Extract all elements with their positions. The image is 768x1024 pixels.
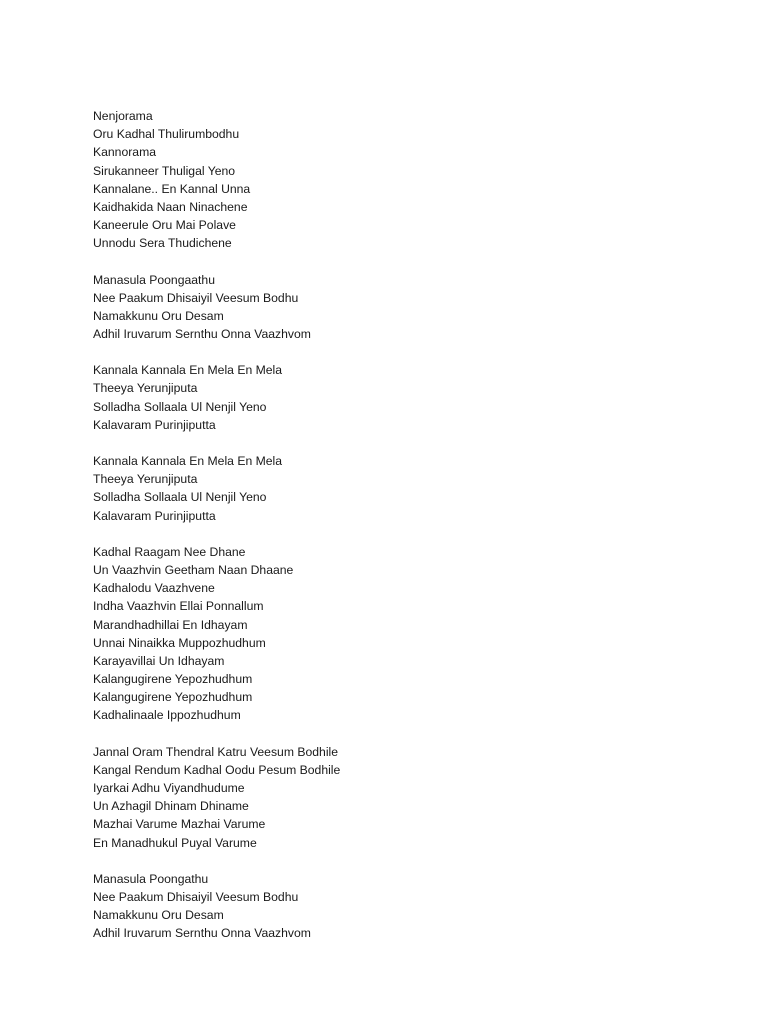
lyric-line: Unnodu Sera Thudichene — [93, 236, 232, 251]
lyric-line: Theeya Yerunjiputa — [93, 472, 198, 487]
lyric-line: Kaidhakida Naan Ninachene — [93, 199, 248, 214]
lyric-line: Nenjorama — [93, 109, 153, 123]
stanza-6 — [93, 743, 733, 852]
lyric-line: Kannala Kannala En Mela En Mela — [93, 363, 283, 378]
lyric-line: Kannalane.. En Kannal Unna — [93, 181, 251, 196]
stanza-5 — [93, 543, 733, 725]
lyric-line: Nee Paakum Dhisaiyil Veesum Bodhu — [93, 889, 299, 904]
lyric-line: Kadhalodu Vaazhvene — [93, 581, 215, 596]
stanza-3 — [93, 361, 733, 434]
lyric-line: Kalavaram Purinjiputta — [93, 508, 216, 523]
stanza-1 — [93, 107, 733, 253]
lyric-line: Kannorama — [93, 145, 157, 160]
lyric-line: En Manadhukul Puyal Varume — [93, 835, 257, 850]
lyric-line: Unnai Ninaikka Muppozhudhum — [93, 635, 266, 650]
lyric-line: Marandhadhillai En Idhayam — [93, 617, 248, 632]
lyric-line: Namakkunu Oru Desam — [93, 308, 224, 323]
stanza-4 — [93, 452, 733, 525]
lyric-line: Theeya Yerunjiputa — [93, 381, 198, 396]
lyric-line: Karayavillai Un Idhayam — [93, 653, 225, 668]
lyric-line: Adhil Iruvarum Sernthu Onna Vaazhvom — [93, 926, 311, 941]
lyric-line: Kadhalinaale Ippozhudhum — [93, 708, 241, 723]
lyric-line: Oru Kadhal Thulirumbodhu — [93, 127, 240, 142]
lyric-line: Indha Vaazhvin Ellai Ponnallum — [93, 599, 264, 614]
lyric-line: Mazhai Varume Mazhai Varume — [93, 817, 266, 832]
lyric-line: Namakkunu Oru Desam — [93, 908, 224, 923]
lyric-line: Kangal Rendum Kadhal Oodu Pesum Bodhile — [93, 762, 341, 777]
lyric-line: Kalangugirene Yepozhudhum — [93, 690, 253, 705]
lyric-line: Solladha Sollaala Ul Nenjil Yeno — [93, 490, 267, 505]
stanza-7 — [93, 870, 733, 943]
lyric-line: Adhil Iruvarum Sernthu Onna Vaazhvom — [93, 327, 311, 342]
lyric-line: Kalavaram Purinjiputta — [93, 417, 216, 432]
lyric-line: Kadhal Raagam Nee Dhane — [93, 544, 246, 559]
lyric-line: Un Vaazhvin Geetham Naan Dhaane — [93, 562, 294, 577]
lyrics-page — [93, 107, 733, 961]
lyric-line: Manasula Poongaathu — [93, 272, 215, 287]
lyric-line: Solladha Sollaala Ul Nenjil Yeno — [93, 399, 267, 414]
lyric-line: Kaneerule Oru Mai Polave — [93, 218, 236, 233]
lyric-line: Sirukanneer Thuligal Yeno — [93, 163, 236, 178]
lyric-line: Manasula Poongathu — [93, 871, 209, 886]
lyric-line: Iyarkai Adhu Viyandhudume — [93, 781, 245, 795]
lyric-line: Jannal Oram Thendral Katru Veesum Bodhile — [93, 744, 339, 759]
lyric-line: Nee Paakum Dhisaiyil Veesum Bodhu — [93, 290, 299, 305]
lyric-line: Kalangugirene Yepozhudhum — [93, 672, 253, 687]
lyric-line: Un Azhagil Dhinam Dhiname — [93, 799, 249, 814]
stanza-2 — [93, 271, 733, 344]
lyric-line: Kannala Kannala En Mela En Mela — [93, 454, 283, 468]
